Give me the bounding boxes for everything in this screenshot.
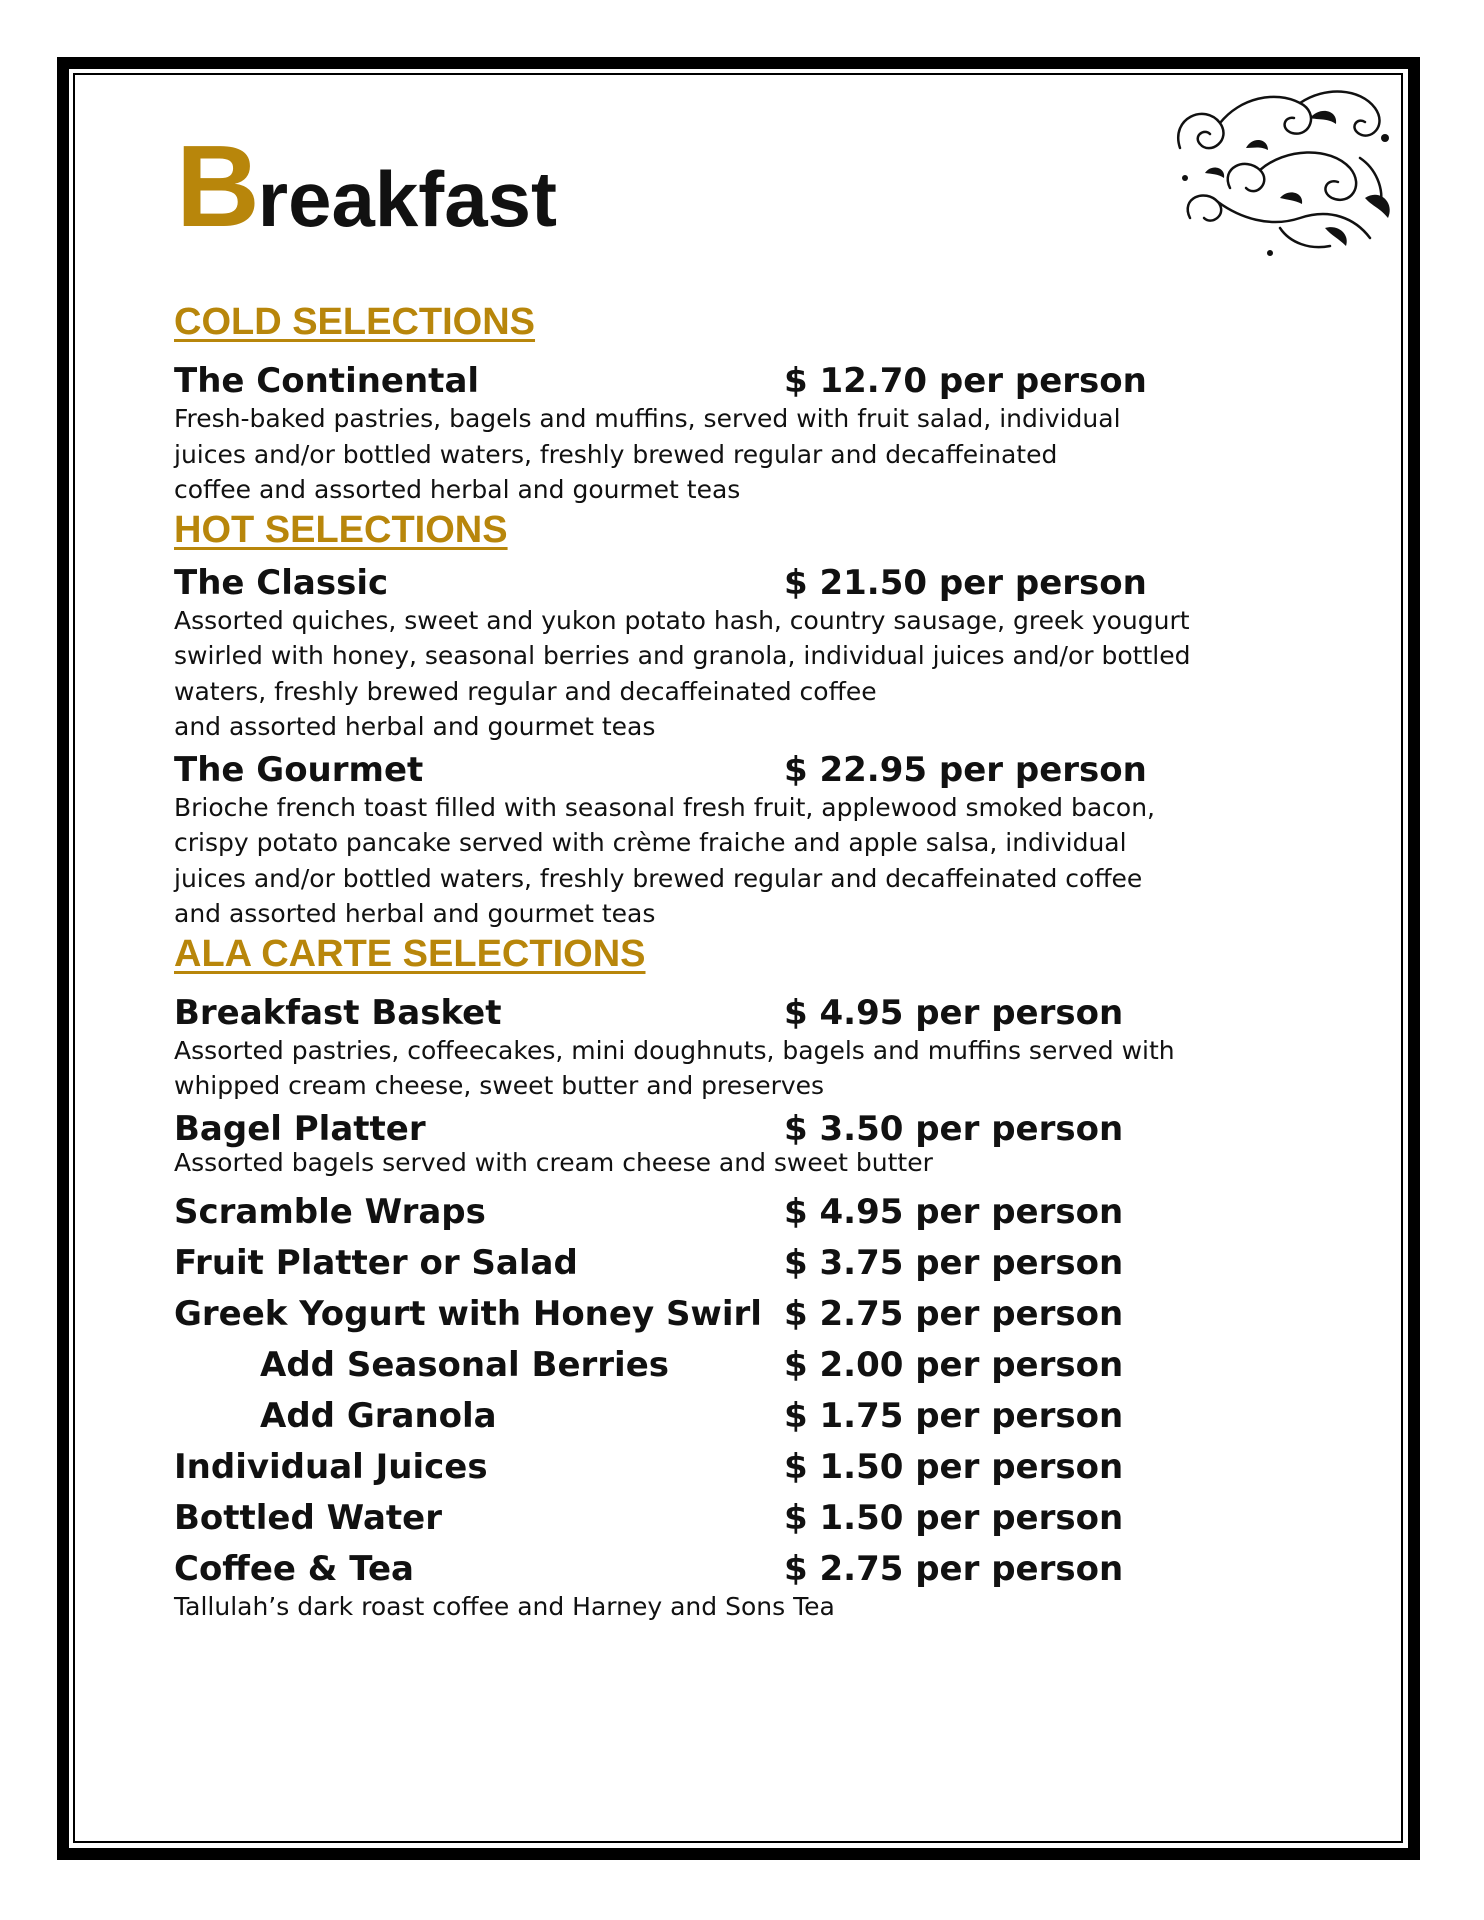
- desc-line: juices and/or bottled waters, freshly brewed regular and decaffeinated: [174, 439, 1058, 469]
- desc-line: swirled with honey, seasonal berries and granola, individual juices and/or bottled: [174, 641, 1191, 671]
- item-price: $ 1.75 per person: [784, 1395, 1124, 1436]
- item-name: Scramble Wraps: [174, 1191, 486, 1232]
- item-price: $ 21.50 per person: [784, 562, 1147, 603]
- desc-line: Assorted quiches, sweet and yukon potato hash, country sausage, greek yougurt: [174, 605, 1190, 635]
- item-name: Bottled Water: [174, 1497, 442, 1538]
- item-name: Fruit Platter or Salad: [174, 1242, 578, 1283]
- item-price: $ 2.75 per person: [784, 1293, 1124, 1334]
- item-price: $ 1.50 per person: [784, 1446, 1124, 1487]
- desc-line: Assorted pastries, coffeecakes, mini doughnuts, bagels and muffins served with: [174, 1035, 1175, 1065]
- item-name: The Gourmet: [174, 749, 424, 790]
- item-description: [174, 1033, 1324, 1104]
- menu-item: [174, 1448, 1334, 1499]
- item-name: Add Seasonal Berries: [260, 1344, 670, 1385]
- desc-line: Brioche french toast filled with seasonal fresh fruit, applewood smoked bacon,: [174, 792, 1156, 822]
- item-description: [174, 1149, 1324, 1177]
- item-price: $ 2.00 per person: [784, 1344, 1124, 1385]
- menu-item: [174, 1110, 1334, 1149]
- menu-item: [174, 1295, 1334, 1346]
- menu-content: [174, 300, 1334, 1625]
- desc-line: Tallulah’s dark roast coffee and Harney and Sons Tea: [174, 1592, 835, 1622]
- desc-line: juices and/or bottled waters, freshly brewed regular and decaffeinated coffee: [174, 863, 1143, 893]
- item-price: $ 12.70 per person: [784, 361, 1147, 401]
- section-heading-alacarte: ALA CARTE SELECTIONS: [174, 932, 646, 975]
- item-name: Greek Yogurt with Honey Swirl: [174, 1293, 762, 1334]
- menu-item: [174, 1193, 1334, 1244]
- menu-item: [174, 564, 1334, 603]
- menu-item: [174, 1397, 1334, 1448]
- item-price: $ 22.95 per person: [784, 749, 1147, 790]
- item-name: Coffee & Tea: [174, 1548, 414, 1589]
- item-description: [174, 603, 1324, 745]
- item-price: $ 4.95 per person: [784, 992, 1124, 1033]
- desc-line: waters, freshly brewed regular and decaffeinated coffee: [174, 676, 877, 706]
- item-name: Bagel Platter: [174, 1108, 426, 1149]
- menu-item: [174, 994, 1334, 1033]
- menu-item: [174, 751, 1334, 790]
- item-name: The Continental: [174, 361, 480, 401]
- title-rest: reakfast: [257, 155, 557, 243]
- desc-line: Fresh-baked pastries, bagels and muffins, served with fruit salad, individual: [174, 404, 1121, 434]
- desc-line: and assorted herbal and gourmet teas: [174, 712, 656, 742]
- item-name: Individual Juices: [174, 1446, 488, 1487]
- title-initial: B: [176, 121, 258, 251]
- item-price: $ 3.75 per person: [784, 1242, 1124, 1283]
- item-name: The Classic: [174, 562, 389, 603]
- item-name: Add Granola: [260, 1395, 497, 1436]
- item-name: Breakfast Basket: [174, 992, 502, 1033]
- item-price: $ 4.95 per person: [784, 1191, 1124, 1232]
- desc-line: and assorted herbal and gourmet teas: [174, 899, 656, 929]
- menu-item: [174, 1550, 1334, 1589]
- desc-line: Assorted bagels served with cream cheese and sweet butter: [174, 1147, 933, 1177]
- menu-item: [174, 1346, 1334, 1397]
- item-price: $ 3.50 per person: [784, 1108, 1124, 1149]
- desc-line: whipped cream cheese, sweet butter and preserves: [174, 1071, 825, 1101]
- section-heading-cold: COLD SELECTIONS: [174, 301, 536, 343]
- menu-item: [174, 362, 1334, 401]
- page-title: [176, 121, 557, 251]
- desc-line: coffee and assorted herbal and gourmet teas: [174, 475, 741, 505]
- swirl-ornament-icon: [1160, 78, 1400, 268]
- section-heading-hot: HOT SELECTIONS: [174, 508, 508, 551]
- menu-item: [174, 1499, 1334, 1550]
- desc-line: crispy potato pancake served with crème fraiche and apple salsa, individual: [174, 828, 1127, 858]
- item-price: $ 2.75 per person: [784, 1548, 1124, 1589]
- item-description: [174, 1589, 1324, 1625]
- item-price: $ 1.50 per person: [784, 1497, 1124, 1538]
- item-description: [174, 401, 1324, 508]
- menu-item: [174, 1244, 1334, 1295]
- item-description: [174, 790, 1324, 932]
